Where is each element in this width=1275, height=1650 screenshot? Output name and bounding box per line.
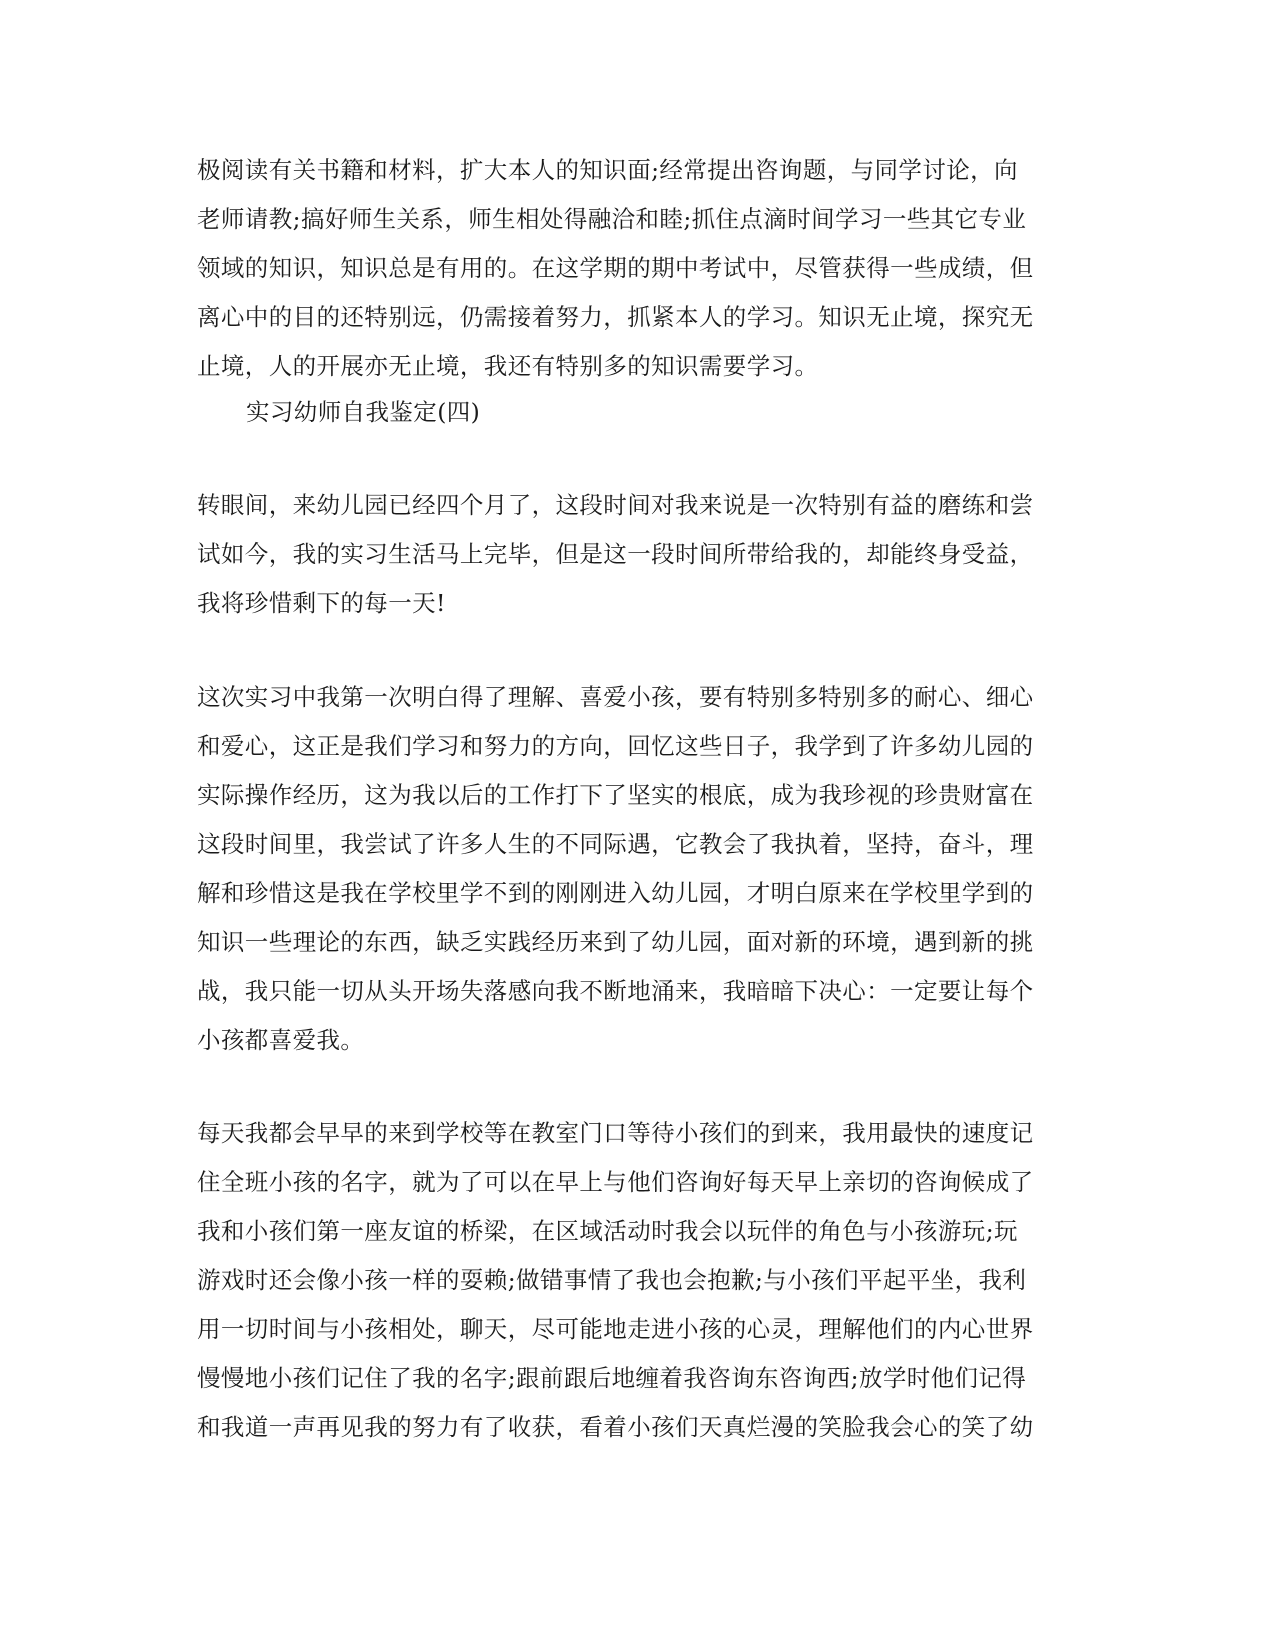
- text-line: 和我道一声再见我的努力有了收获，看着小孩们天真烂漫的笑脸我会心的笑了幼: [197, 1413, 1034, 1441]
- text-line: 和爱心，这正是我们学习和努力的方向，回忆这些日子，我学到了许多幼儿园的: [197, 732, 1034, 760]
- text-line: 这次实习中我第一次明白得了理解、喜爱小孩，要有特别多特别多的耐心、细心: [197, 683, 1034, 711]
- text-line: 我将珍惜剩下的每一天!: [197, 589, 446, 617]
- paragraph-3: [197, 673, 1077, 1065]
- text-line: 我和小孩们第一座友谊的桥梁，在区域活动时我会以玩伴的角色与小孩游玩;玩: [197, 1217, 1018, 1245]
- text-line: 解和珍惜这是我在学校里学不到的刚刚进入幼儿园，才明白原来在学校里学到的: [197, 879, 1034, 907]
- text-line: 离心中的目的还特别远，仍需接着努力，抓紧本人的学习。知识无止境，探究无: [197, 303, 1034, 331]
- text-line: 游戏时还会像小孩一样的耍赖;做错事情了我也会抱歉;与小孩们平起平坐，我利: [197, 1266, 1027, 1294]
- text-line: 这段时间里，我尝试了许多人生的不同际遇，它教会了我执着，坚持，奋斗，理: [197, 830, 1034, 858]
- text-line: 用一切时间与小孩相处，聊天，尽可能地走进小孩的心灵，理解他们的内心世界: [197, 1315, 1034, 1343]
- text-line: 老师请教;搞好师生关系，师生相处得融洽和睦;抓住点滴时间学习一些其它专业: [197, 205, 1027, 233]
- text-line: 住全班小孩的名字，就为了可以在早上与他们咨询好每天早上亲切的咨询候成了: [197, 1168, 1034, 1196]
- section-heading: 实习幼师自我鉴定(四): [246, 398, 481, 426]
- text-line: 小孩都喜爱我。: [197, 1026, 365, 1054]
- text-line: 转眼间，来幼儿园已经四个月了，这段时间对我来说是一次特别有益的磨练和尝: [197, 491, 1034, 519]
- text-line: 极阅读有关书籍和材料，扩大本人的知识面;经常提出咨询题，与同学讨论，向: [197, 156, 1018, 184]
- text-line: 领域的知识，知识总是有用的。在这学期的期中考试中，尽管获得一些成绩，但: [197, 254, 1034, 282]
- text-line: 实际操作经历，这为我以后的工作打下了坚实的根底，成为我珍视的珍贵财富在: [197, 781, 1034, 809]
- paragraph-4: [197, 1109, 1077, 1452]
- text-line: 止境，人的开展亦无止境，我还有特别多的知识需要学习。: [197, 352, 819, 380]
- text-line: 战，我只能一切从头开场失落感向我不断地涌来，我暗暗下决心：一定要让每个: [197, 977, 1034, 1005]
- paragraph-1: [197, 146, 1077, 391]
- text-line: 试如今，我的实习生活马上完毕，但是这一段时间所带给我的，却能终身受益，: [197, 540, 1034, 568]
- text-line: 每天我都会早早的来到学校等在教室门口等待小孩们的到来，我用最快的速度记: [197, 1119, 1034, 1147]
- text-line: 慢慢地小孩们记住了我的名字;跟前跟后地缠着我咨询东咨询西;放学时他们记得: [197, 1364, 1027, 1392]
- text-line: 知识一些理论的东西，缺乏实践经历来到了幼儿园，面对新的环境，遇到新的挑: [197, 928, 1034, 956]
- paragraph-2: [197, 481, 1077, 628]
